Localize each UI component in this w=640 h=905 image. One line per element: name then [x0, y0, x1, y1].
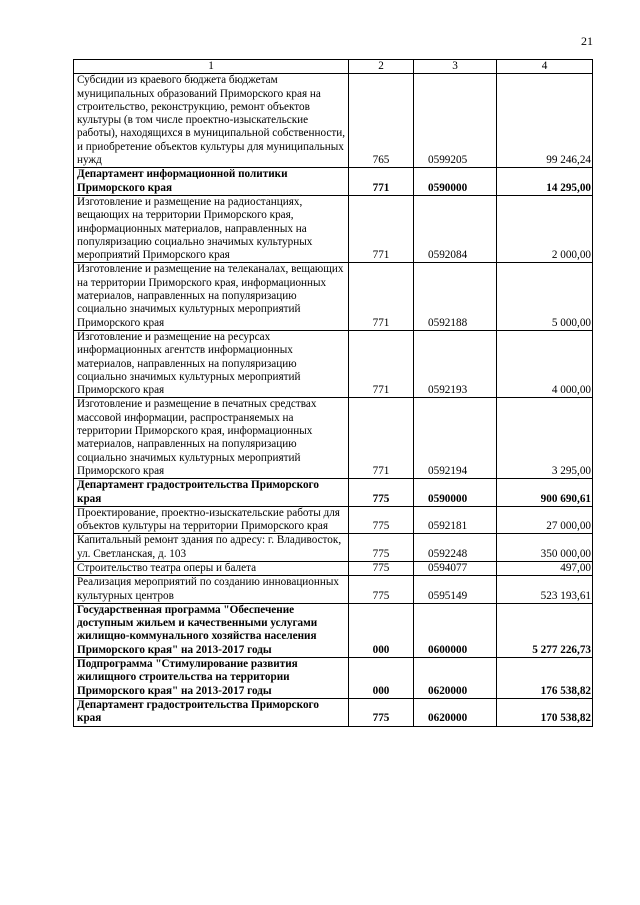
- table-row: [74, 603, 593, 657]
- row-csr-cell: 0592181: [414, 506, 497, 534]
- table-body: [74, 60, 593, 727]
- row-code-cell: 775: [349, 561, 414, 575]
- row-name-cell: Изготовление и размещение на ресурсах информационных агентств информационных материалов, направленных на популяризацию социально значимых культурных мероприятий Приморского края: [74, 330, 349, 397]
- row-amount-cell: 5 277 226,73: [497, 603, 593, 657]
- row-code-cell: 775: [349, 506, 414, 534]
- row-csr-cell: 0592248: [414, 534, 497, 562]
- header-col-4: 4: [497, 60, 593, 74]
- row-name-cell: Департамент градостроительства Приморского края: [74, 698, 349, 726]
- row-csr-cell: 0594077: [414, 561, 497, 575]
- row-code-cell: 775: [349, 576, 414, 604]
- row-code-cell: 771: [349, 398, 414, 479]
- row-csr-cell: 0590000: [414, 479, 497, 507]
- page-number: 21: [581, 34, 593, 48]
- table-row: [74, 506, 593, 534]
- row-amount-cell: 900 690,61: [497, 479, 593, 507]
- row-amount-cell: 523 193,61: [497, 576, 593, 604]
- header-col-1: 1: [74, 60, 349, 74]
- row-name-cell: Департамент градостроительства Приморского края: [74, 479, 349, 507]
- row-amount-cell: 176 538,82: [497, 658, 593, 699]
- row-name-cell: Изготовление и размещение в печатных средствах массовой информации, распространяемых на территории Приморского края, информационных материалов, направленных на популяризацию социально значимых культурных мероприятий Приморского края: [74, 398, 349, 479]
- row-amount-cell: 497,00: [497, 561, 593, 575]
- row-code-cell: 775: [349, 534, 414, 562]
- row-amount-cell: 14 295,00: [497, 168, 593, 196]
- row-amount-cell: 5 000,00: [497, 263, 593, 330]
- table-row: [74, 698, 593, 726]
- budget-table: [73, 59, 593, 727]
- row-name-cell: Реализация мероприятий по созданию инновационных культурных центров: [74, 576, 349, 604]
- row-csr-cell: 0599205: [414, 74, 497, 168]
- row-code-cell: 771: [349, 195, 414, 262]
- row-csr-cell: 0620000: [414, 658, 497, 699]
- row-name-cell: Подпрограмма "Стимулирование развития жилищного строительства на территории Приморского края" на 2013-2017 годы: [74, 658, 349, 699]
- row-code-cell: 771: [349, 330, 414, 397]
- row-name-cell: Строительство театра оперы и балета: [74, 561, 349, 575]
- table-header-row: [74, 60, 593, 74]
- header-col-3: 3: [414, 60, 497, 74]
- row-code-cell: 771: [349, 263, 414, 330]
- table-row: [74, 74, 593, 168]
- table-row: [74, 330, 593, 397]
- row-amount-cell: 350 000,00: [497, 534, 593, 562]
- table-row: [74, 263, 593, 330]
- row-name-cell: Субсидии из краевого бюджета бюджетам муниципальных образований Приморского края на строительство, реконструкцию, ремонт объектов культуры (в том числе проектно-изыскательские работы), находящихся в муниципальной собственности, и приобретение объектов культуры для муниципальных нужд: [74, 74, 349, 168]
- row-amount-cell: 170 538,82: [497, 698, 593, 726]
- row-code-cell: 765: [349, 74, 414, 168]
- row-amount-cell: 4 000,00: [497, 330, 593, 397]
- row-csr-cell: 0590000: [414, 168, 497, 196]
- row-amount-cell: 27 000,00: [497, 506, 593, 534]
- row-code-cell: 000: [349, 658, 414, 699]
- table-row: [74, 534, 593, 562]
- row-amount-cell: 3 295,00: [497, 398, 593, 479]
- table-row: [74, 168, 593, 196]
- row-csr-cell: 0592084: [414, 195, 497, 262]
- row-name-cell: Проектирование, проектно-изыскательские работы для объектов культуры на территории Приморского края: [74, 506, 349, 534]
- row-code-cell: 775: [349, 698, 414, 726]
- row-csr-cell: 0595149: [414, 576, 497, 604]
- row-code-cell: 771: [349, 168, 414, 196]
- row-csr-cell: 0592193: [414, 330, 497, 397]
- row-amount-cell: 99 246,24: [497, 74, 593, 168]
- table-row: [74, 561, 593, 575]
- row-name-cell: Департамент информационной политики Приморского края: [74, 168, 349, 196]
- row-csr-cell: 0592188: [414, 263, 497, 330]
- row-code-cell: 775: [349, 479, 414, 507]
- row-name-cell: Капитальный ремонт здания по адресу: г. Владивосток, ул. Светланская, д. 103: [74, 534, 349, 562]
- row-csr-cell: 0620000: [414, 698, 497, 726]
- table-row: [74, 479, 593, 507]
- table-row: [74, 398, 593, 479]
- row-code-cell: 000: [349, 603, 414, 657]
- row-csr-cell: 0592194: [414, 398, 497, 479]
- table-row: [74, 658, 593, 699]
- row-name-cell: Государственная программа "Обеспечение доступным жильем и качественными услугами жилищно-коммунального хозяйства населения Приморского края" на 2013-2017 годы: [74, 603, 349, 657]
- row-name-cell: Изготовление и размещение на радиостанциях, вещающих на территории Приморского края, информационных материалов, направленных на популяризацию социально значимых культурных мероприятий Приморского края: [74, 195, 349, 262]
- table-row: [74, 195, 593, 262]
- row-amount-cell: 2 000,00: [497, 195, 593, 262]
- header-col-2: 2: [349, 60, 414, 74]
- row-csr-cell: 0600000: [414, 603, 497, 657]
- table-row: [74, 576, 593, 604]
- row-name-cell: Изготовление и размещение на телеканалах, вещающих на территории Приморского края, информационных материалов, направленных на популяризацию социально значимых культурных мероприятий Приморского края: [74, 263, 349, 330]
